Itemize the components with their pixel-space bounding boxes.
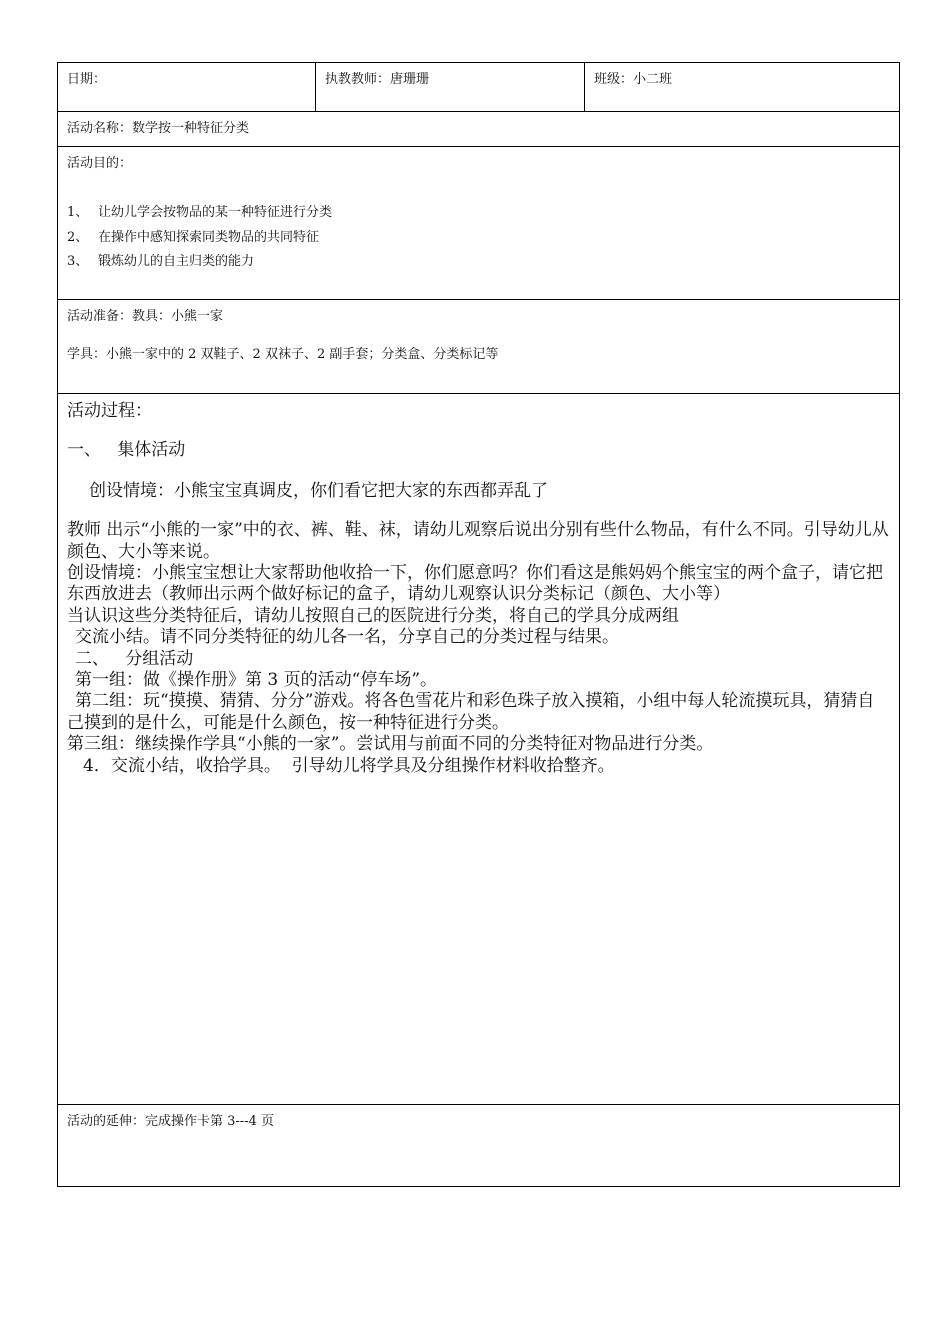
class-cell: 班级：小二班 bbox=[585, 63, 900, 111]
process-paragraph: 第三组：继续操作学具“小熊的一家”。尝试用与前面不同的分类特征对物品进行分类。 bbox=[67, 734, 714, 755]
date-cell: 日期： bbox=[58, 63, 316, 111]
objective-item bbox=[67, 201, 890, 226]
process-paragraph: 第一组：做《操作册》第 3 页的活动“停车场”。 bbox=[75, 670, 438, 691]
objectives-list bbox=[67, 201, 890, 275]
activity-name-row bbox=[58, 112, 900, 147]
extension-cell: 活动的延伸：完成操作卡第 3---4 页 bbox=[58, 1105, 900, 1186]
objective-item bbox=[67, 226, 890, 251]
objective-number: 2、 bbox=[67, 229, 89, 245]
objectives-cell bbox=[58, 147, 900, 299]
objectives-label: 活动目的： bbox=[67, 156, 133, 171]
process-body bbox=[67, 520, 890, 777]
process-paragraph: 教师 出示“小熊的一家”中的衣、裤、鞋、袜，请幼儿观察后说出分别有些什么物品，有什么不同。引导幼儿从颜色、大小等来说。 bbox=[67, 520, 889, 562]
process-paragraph: 第二组：玩“摸摸、猜猜、分分”游戏。将各色雪花片和彩色珠子放入摸箱，小组中每人轮流摸玩具，猜猜自己摸到的是什么，可能是什么颜色，按一种特征进行分类。 bbox=[67, 691, 875, 733]
process-paragraph: 交流小结。请不同分类特征的幼儿各一名，分享自己的分类过程与结果。 bbox=[75, 627, 619, 648]
process-cell bbox=[58, 394, 900, 1104]
scene-intro: 创设情境：小熊宝宝真调皮，你们看它把大家的东西都弄乱了 bbox=[89, 480, 548, 501]
header-row bbox=[58, 63, 900, 112]
objective-text: 在操作中感知探索同类物品的共同特征 bbox=[98, 229, 320, 245]
preparation-cell bbox=[58, 300, 900, 393]
extension-row bbox=[58, 1105, 900, 1187]
activity-name: 活动名称：数学按一种特征分类 bbox=[58, 112, 900, 146]
preparation-teaching-aids: 活动准备：教具：小熊一家 bbox=[67, 309, 224, 324]
objective-item bbox=[67, 250, 890, 275]
process-paragraph: 创设情境：小熊宝宝想让大家帮助他收拾一下，你们愿意吗？你们看这是熊妈妈个熊宝宝的两个盒子，请它把东西放进去（教师出示两个做好标记的盒子，请幼儿观察认识分类标记（颜色、大小等） bbox=[67, 563, 883, 605]
process-paragraph: 当认识这些分类特征后，请幼儿按照自己的医院进行分类，将自己的学具分成两组 bbox=[67, 605, 679, 626]
process-title: 活动过程： bbox=[67, 401, 152, 421]
objective-text: 让幼儿学会按物品的某一种特征进行分类 bbox=[98, 205, 333, 220]
lesson-plan-table bbox=[57, 62, 900, 1187]
process-row bbox=[58, 394, 900, 1105]
process-paragraph: 4．交流小结，收拾学具。 引导幼儿将学具及分组操作材料收拾整齐。 bbox=[83, 755, 615, 776]
objective-text: 锻炼幼儿的自主归类的能力 bbox=[98, 254, 255, 269]
objectives-row bbox=[58, 147, 900, 300]
preparation-learning-aids: 学具：小熊一家中的 2 双鞋子、2 双袜子、2 副手套；分类盒、分类标记等 bbox=[67, 347, 499, 362]
preparation-row bbox=[58, 300, 900, 394]
objective-number: 1、 bbox=[67, 205, 89, 220]
objective-number: 3、 bbox=[67, 254, 89, 269]
section-heading-group: 一、 集体活动 bbox=[67, 440, 186, 461]
section-heading-subgroup: 二、 分组活动 bbox=[75, 648, 194, 669]
teacher-cell: 执教教师：唐珊珊 bbox=[316, 63, 585, 111]
